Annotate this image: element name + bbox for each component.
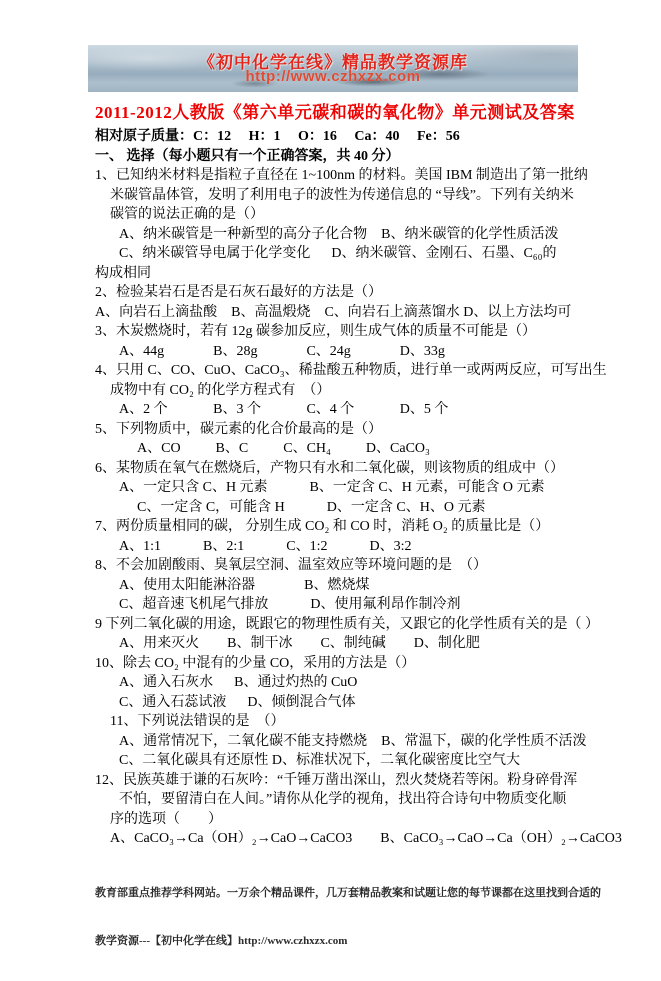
doc-line: 12、民族英雄于谦的石灰吟：“千锤万凿出深山，烈火焚烧若等闲。粉身碎骨浑 (95, 772, 578, 788)
doc-line: C、超音速飞机尾气排放 D、使用氟利昂作制冷剂 (119, 597, 461, 612)
footer-text-line2: 教学资源---【初中化学在线】http://www.czhxzx.com (95, 935, 348, 947)
banner-site-title: 《初中化学在线》精品教学资源库 (198, 53, 468, 72)
doc-line: A、向岩石上滴盐酸 B、高温煅烧 C、向岩石上滴蒸馏水 D、以上方法均可 (95, 304, 572, 320)
document-title: 2011-2012人教版《第六单元碳和碳的氧化物》单元测试及答案 (95, 103, 575, 122)
doc-line: 2、检验某岩石是否是石灰石最好的方法是（） (95, 285, 382, 300)
doc-line: 碳管的说法正确的是（） (110, 207, 264, 222)
doc-line: 8、不会加剧酸雨、臭氧层空洞、温室效应等环境问题的是 （） (95, 558, 487, 573)
doc-line: 相对原子质量：C：12 H：1 O：16 Ca：40 Fe：56 (95, 129, 460, 144)
question-list (95, 127, 622, 849)
doc-line: C、纳米碳管导电属于化学变化 D、纳米碳管、金刚石、石墨、C₆₀的 (119, 246, 557, 261)
footer-text-line1: 教育部重点推荐学科网站。一万余个精品课件，几万套精品教案和试题让您的每节课都在这里找到合适的 (95, 887, 601, 899)
doc-line: C、二氧化碳具有还原性 D、标准状况下，二氧化碳密度比空气大 (119, 753, 520, 768)
doc-line: 不怕，要留清白在人间。”请你从化学的视角，找出符合诗句中物质变化顺 (119, 792, 567, 807)
doc-line: A、纳米碳管是一种新型的高分子化合物 B、纳米碳管的化学性质活泼 (119, 226, 559, 242)
doc-line: 成物中有 CO₂ 的化学方程式有 （） (110, 382, 331, 398)
doc-line: A、用来灭火 B、制干冰 C、制纯碱 D、制化肥 (119, 636, 480, 651)
doc-line: 3、木炭燃烧时，若有 12g 碳参加反应，则生成气体的质量不可能是（） (95, 324, 536, 339)
page-footer (95, 853, 601, 981)
doc-line: A、一定只含 C、H 元素 B、一定含 C、H 元素，可能含 O 元素 (119, 480, 545, 495)
doc-line: C、一定含 C，可能含 H D、一定含 C、H、O 元素 (137, 499, 486, 515)
doc-line: 5、下列物质中，碳元素的化合价最高的是（） (95, 421, 382, 437)
doc-line: C、通入石蕊试液 D、倾倒混合气体 (119, 694, 356, 710)
doc-line: 米碳管晶体管，发明了利用电子的波性为传递信息的 “导线”。下列有关纳米 (110, 187, 574, 203)
doc-line: 1、已知纳米材料是指粒子直径在 1~100nm 的材料。美国 IBM 制造出了第一批纳 (95, 168, 588, 183)
doc-line: 序的选项（ ） (110, 811, 222, 827)
doc-line: 10、除去 CO₂ 中混有的少量 CO，采用的方法是（） (95, 655, 416, 671)
doc-line: 构成相同 (95, 265, 151, 281)
doc-line: 7、两份质量相同的碳， 分别生成 CO₂ 和 CO 时，消耗 O₂ 的质量比是（） (95, 519, 550, 534)
doc-line: 11、下列说法错误的是 （） (110, 714, 285, 729)
doc-line: A、CaCO₃→Ca（OH）₂→CaO→CaCO3 B、CaCO₃→CaO→Ca（OH）₂→CaCO3 (110, 831, 622, 846)
banner-site-url: http://www.czhxzx.com (245, 68, 421, 85)
doc-line: 6、某物质在氧气在燃烧后，产物只有水和二氧化碳，则该物质的组成中（） (95, 460, 564, 476)
site-banner (88, 45, 578, 92)
doc-line: A、CO B、C C、CH₄ D、CaCO₃ (137, 441, 430, 456)
doc-line: A、通入石灰水 B、通过灼热的 CuO (119, 675, 358, 690)
doc-line: A、2 个 B、3 个 C、4 个 D、5 个 (119, 402, 449, 417)
doc-line: 4、只用 C、CO、CuO、CaCO₃、稀盐酸五种物质，进行单一或两两反应，可写出生 (95, 363, 607, 378)
doc-line: 一、 选择（每小题只有一个正确答案，共 40 分） (95, 148, 400, 164)
doc-line: A、通常情况下，二氧化碳不能支持燃烧 B、常温下，碳的化学性质不活泼 (119, 733, 587, 749)
doc-line: A、44g B、28g C、24g D、33g (119, 343, 445, 359)
doc-line: A、使用太阳能淋浴器 B、燃烧煤 (119, 577, 370, 593)
doc-line: A、1:1 B、2:1 C、1:2 D、3:2 (119, 538, 412, 554)
doc-line: 9 下列二氧化碳的用途，既跟它的物理性质有关，又跟它的化学性质有关的是（ ） (95, 616, 599, 632)
